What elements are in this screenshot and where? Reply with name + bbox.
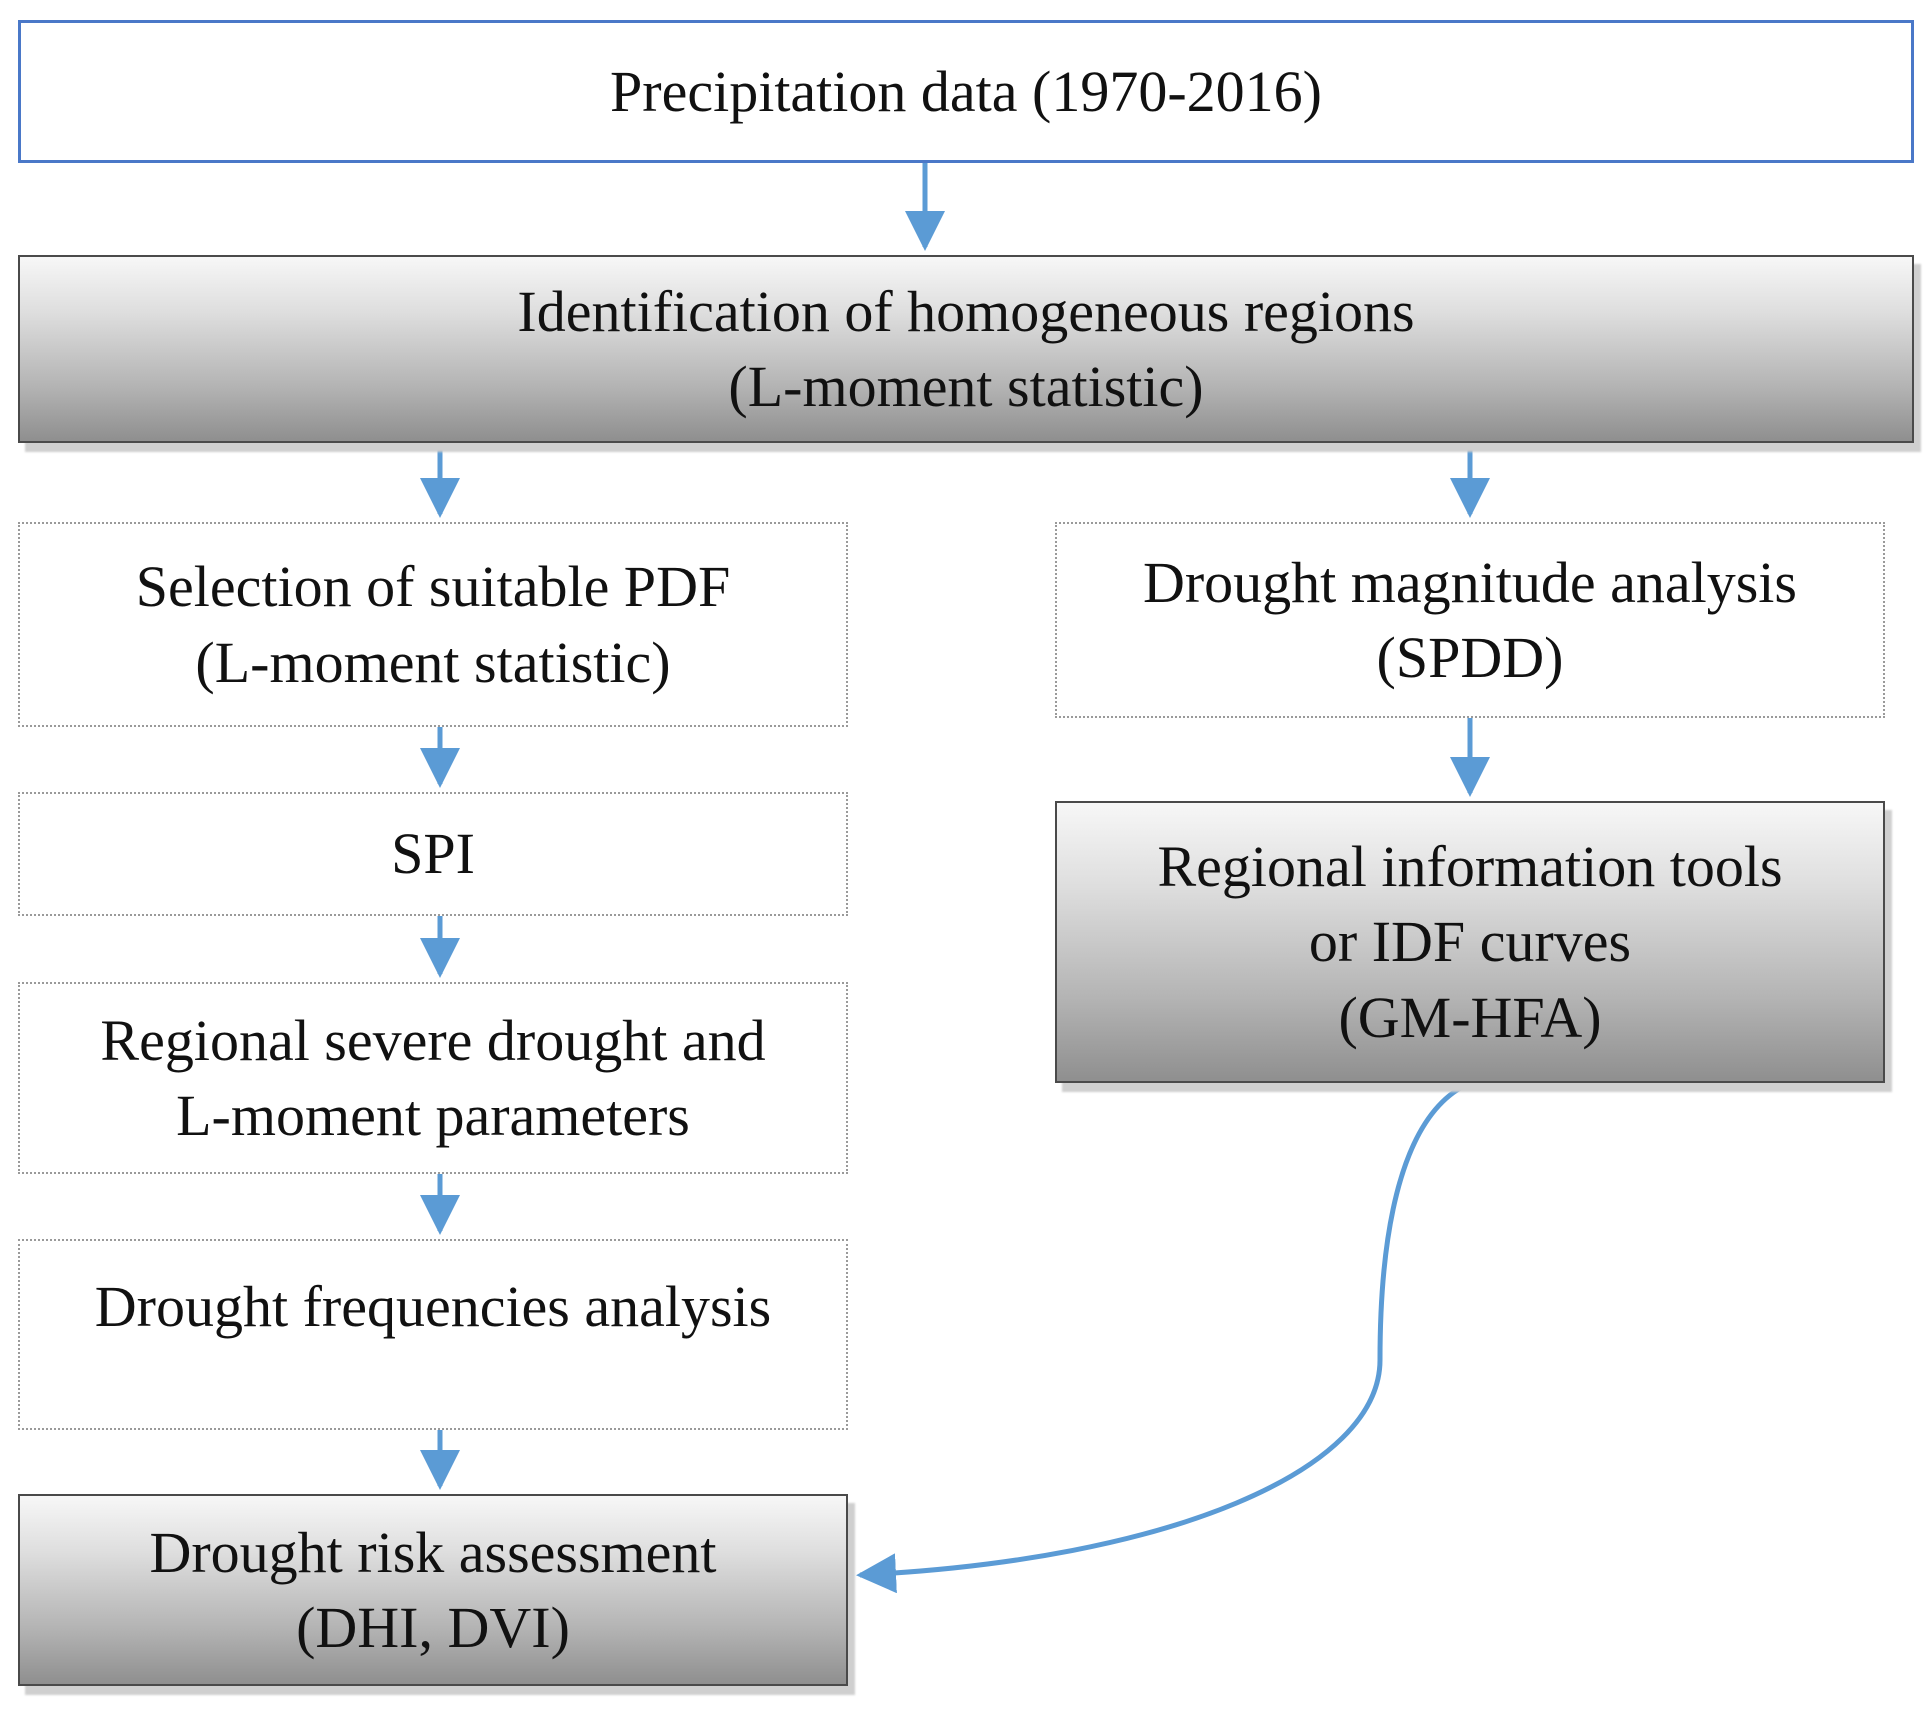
node-label-line: Regional severe drought and [100, 1007, 766, 1073]
node-drought-risk-assessment [18, 1494, 848, 1686]
node-label-line: (L-moment statistic) [728, 354, 1204, 419]
node-spi [18, 792, 848, 916]
node-label-line: (DHI, DVI) [296, 1595, 570, 1660]
node-label-line: Regional information tools [1157, 833, 1783, 899]
node-regional-severe-drought [18, 982, 848, 1174]
node-regional-information-tools [1055, 801, 1885, 1083]
node-drought-magnitude [1055, 522, 1885, 718]
node-suitable-pdf [18, 522, 848, 727]
node-label-line: or IDF curves [1308, 909, 1632, 975]
arrow-regional-info-to-risk [860, 1083, 1470, 1575]
node-label-line: Identification of homogeneous regions [517, 278, 1415, 344]
node-label-line: Drought risk assessment [149, 1519, 717, 1585]
node-label-line: Precipitation data (1970-2016) [610, 58, 1322, 124]
node-label-line: (L-moment statistic) [195, 629, 671, 695]
node-label-line: L-moment parameters [176, 1083, 690, 1148]
node-homogeneous-regions [18, 255, 1914, 443]
node-label-line: Drought magnitude analysis [1142, 549, 1797, 615]
node-precipitation-data [18, 20, 1914, 163]
node-label-line: Drought frequencies analysis [94, 1274, 772, 1339]
node-label-line: (GM-HFA) [1338, 984, 1602, 1050]
node-label-line: SPI [391, 821, 475, 887]
node-label-line: (SPDD) [1376, 625, 1564, 690]
node-drought-frequencies [18, 1239, 848, 1430]
node-label-line: Selection of suitable PDF [135, 554, 731, 620]
